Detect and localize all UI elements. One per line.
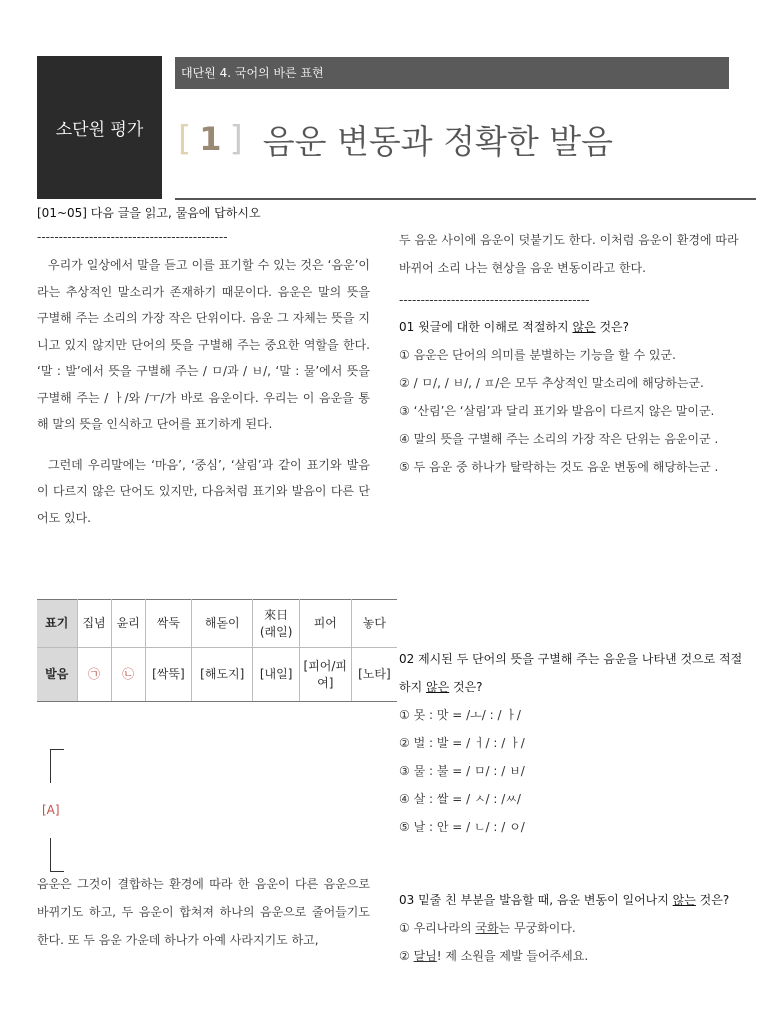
unit-label-box xyxy=(37,56,162,199)
passage-continued-text: 두 음운 사이에 음운이 덧붙기도 한다. 이처럼 음운이 환경에 따라 바뀌어 소리 나는 현상을 음운 변동이라고 한다. xyxy=(399,233,739,275)
example-table xyxy=(37,599,397,702)
option-1[interactable]: ① 못 : 맛 = /ㅗ/ : / ㅏ/ xyxy=(399,708,521,722)
table-cell: 놓다 xyxy=(351,600,397,648)
divider-left: -------------------------------------------- xyxy=(37,230,228,244)
major-unit-title: 대단원 4. 국어의 바른 표현 xyxy=(181,66,324,80)
question-03 xyxy=(399,886,744,970)
question-stem: 01 윗글에 대한 이해로 적절하지 않은 것은? xyxy=(399,320,630,334)
option-5[interactable]: ⑤ 날 : 안 = / ㄴ/ : / ㅇ/ xyxy=(399,820,525,834)
instruction: [01~05] 다음 글을 읽고, 물음에 답하시오 xyxy=(37,206,261,220)
table-cell: [노타] xyxy=(351,648,397,702)
table-row-written xyxy=(37,600,397,648)
option-3[interactable]: ③ 물 : 불 = / ㅁ/ : / ㅂ/ xyxy=(399,764,525,778)
blank-marker-a: ㉠ xyxy=(77,648,111,702)
title-bracket-close: ] xyxy=(229,119,243,159)
table-cell: 싹둑 xyxy=(145,600,191,648)
table-cell: 해돋이 xyxy=(192,600,253,648)
option-2[interactable]: ② 달님! 제 소원을 제발 들어주세요. xyxy=(399,949,589,963)
lesson-title-row xyxy=(178,114,738,164)
table-cell: 來日 (래일) xyxy=(253,600,299,648)
divider-right: -------------------------------------------- xyxy=(399,293,590,307)
major-unit-bar xyxy=(175,57,729,89)
passage-continued: 음운은 그것이 결합하는 환경에 따라 한 음운이 다른 음운으로 바뀌기도 하고, 두 음운이 합쳐져 하나의 음운으로 줄어들기도 한다. 또 두 음운 가운데 하나가 아예 사라지기도 하고, xyxy=(37,877,370,947)
option-3[interactable]: ③ ‘산림’은 ‘살림’과 달리 표기와 발음이 다르지 않은 말이군. xyxy=(399,404,715,418)
lesson-title: 음운 변동과 정확한 발음 xyxy=(262,121,614,161)
table-cell: [싹뚝] xyxy=(145,648,191,702)
section-a-label: [A] xyxy=(42,803,60,817)
table-cell: [해도지] xyxy=(192,648,253,702)
blank-marker-b: ㉡ xyxy=(111,648,145,702)
lesson-number: 1 xyxy=(199,120,222,158)
question-01 xyxy=(399,313,744,481)
bracket-bottom xyxy=(50,838,64,872)
table-cell: [피어/피여] xyxy=(299,648,351,702)
option-2[interactable]: ② 벌 : 발 = / ㅓ/ : / ㅏ/ xyxy=(399,736,525,750)
option-5[interactable]: ⑤ 두 음운 중 하나가 탈락하는 것도 음운 변동에 해당하는군 . xyxy=(399,460,719,474)
option-4[interactable]: ④ 말의 뜻을 구별해 주는 소리의 가장 작은 단위는 음운이군 . xyxy=(399,432,719,446)
title-rule xyxy=(175,198,756,200)
unit-label: 소단원 평가 xyxy=(55,120,144,140)
passage-paragraph-2: 그런데 우리말에는 ‘마음’, ‘중심’, ‘살림’과 같이 표기와 발음이 다르지 않은 단어도 있지만, 다음처럼 표기와 발음이 다른 단어도 있다. xyxy=(37,457,370,525)
table-row-pronounced xyxy=(37,648,397,702)
table-cell: 윤리 xyxy=(111,600,145,648)
title-bracket-open: [ xyxy=(178,119,192,159)
row-label-pronounced: 발음 xyxy=(37,648,77,702)
bracket-top xyxy=(50,749,64,783)
question-stem: 03 밑줄 친 부분을 발음할 때, 음운 변동이 일어나지 않는 것은? xyxy=(399,893,730,907)
option-4[interactable]: ④ 살 : 쌀 = / ㅅ/ : /ㅆ/ xyxy=(399,792,521,806)
option-1[interactable]: ① 음운은 단어의 의미를 분별하는 기능을 할 수 있군. xyxy=(399,348,676,362)
table-cell: 집념 xyxy=(77,600,111,648)
row-label-written: 표기 xyxy=(37,600,77,648)
table-cell: [내일] xyxy=(253,648,299,702)
passage xyxy=(37,252,370,531)
question-02 xyxy=(399,645,744,841)
question-stem: 02 제시된 두 단어의 뜻을 구별해 주는 음운을 나타낸 것으로 적절하지 않은 것은? xyxy=(399,652,743,694)
passage-continued-right xyxy=(399,226,739,314)
passage-paragraph-1: 우리가 일상에서 말을 듣고 이를 표기할 수 있는 것은 ‘음운’이라는 추상적인 말소리가 존재하기 때문이다. 음운은 말의 뜻을 구별해 주는 소리의 가장 작은 단위이다. 음운 그 자체는 뜻을 지니고 있지 않지만 단어의 뜻을 구별해 주는 중요한 역할을 한다. ‘말 : 발’에서 뜻을 구별해 주는 / ㅁ/과 / ㅂ/, ‘말 : 물’에서 뜻을 구별해 주는 / ㅏ/와 /ㅜ/가 바로 음운이다. 우리는 이 음운을 통해 말의 뜻을 인식하고 단어를 표기하게 된다. xyxy=(37,258,370,431)
table-cell: 피어 xyxy=(299,600,351,648)
option-1[interactable]: ① 우리나라의 국화는 무궁화이다. xyxy=(399,921,576,935)
option-2[interactable]: ② / ㅁ/, / ㅂ/, / ㅍ/은 모두 추상적인 말소리에 해당하는군. xyxy=(399,376,704,390)
